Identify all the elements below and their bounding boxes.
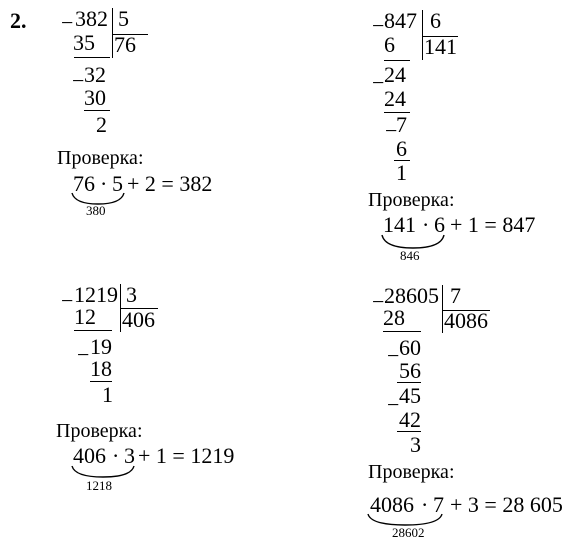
quotient: 406 bbox=[122, 307, 155, 332]
division-bar bbox=[112, 8, 113, 58]
remainder: 2 bbox=[96, 112, 107, 137]
quotient: 141 bbox=[424, 34, 457, 59]
minus-sign: − bbox=[385, 118, 398, 143]
division-bar bbox=[422, 10, 423, 60]
minus-sign: − bbox=[77, 342, 90, 367]
check-factor: 4086 bbox=[370, 492, 414, 517]
quotient: 76 bbox=[114, 32, 136, 57]
check-factor: 3 bbox=[124, 443, 135, 468]
divisor: 6 bbox=[430, 8, 441, 33]
brace-value: 28602 bbox=[392, 525, 425, 540]
quotient: 4086 bbox=[444, 308, 488, 333]
times-sign: · bbox=[421, 492, 429, 517]
division-bar bbox=[442, 285, 443, 333]
dividend: 847 bbox=[384, 8, 417, 33]
divisor: 3 bbox=[126, 282, 137, 307]
remainder-step: 32 bbox=[84, 62, 106, 87]
subtrahend: 28 bbox=[383, 305, 405, 330]
check-sum: + 2 = 382 bbox=[127, 171, 213, 196]
divisor: 7 bbox=[450, 283, 461, 308]
step-line bbox=[383, 331, 421, 332]
check-label: Проверка: bbox=[368, 461, 455, 483]
check-sum: + 1 = 847 bbox=[450, 212, 536, 237]
check-factor: 6 bbox=[434, 212, 445, 237]
subtrahend: 24 bbox=[384, 86, 406, 111]
subtrahend: 6 bbox=[384, 32, 395, 57]
remainder-step: 19 bbox=[90, 334, 112, 359]
subtrahend: 30 bbox=[84, 85, 106, 110]
step-line bbox=[74, 330, 112, 331]
dividend: 382 bbox=[75, 6, 108, 31]
remainder-step: 7 bbox=[396, 112, 407, 137]
divisor: 5 bbox=[118, 6, 129, 31]
brace-value: 1218 bbox=[86, 478, 112, 493]
remainder-step: 45 bbox=[399, 383, 421, 408]
underbrace bbox=[70, 465, 136, 479]
remainder-step: 60 bbox=[399, 335, 421, 360]
minus-sign: − bbox=[61, 10, 74, 35]
dividend: 1219 bbox=[74, 282, 118, 307]
check-factor: 5 bbox=[112, 171, 123, 196]
check-label: Проверка: bbox=[56, 420, 143, 442]
minus-sign: − bbox=[72, 68, 85, 93]
check-label: Проверка: bbox=[57, 147, 144, 169]
minus-sign: − bbox=[372, 13, 385, 38]
brace-value: 846 bbox=[400, 248, 420, 263]
check-factor: 141 bbox=[383, 212, 416, 237]
check-sum: + 3 = 28 605 bbox=[450, 492, 563, 517]
check-factor: 76 bbox=[73, 171, 95, 196]
task-number: 2. bbox=[10, 8, 27, 33]
times-sign: · bbox=[422, 212, 430, 237]
times-sign: · bbox=[112, 443, 120, 468]
step-line bbox=[384, 60, 410, 61]
remainder: 1 bbox=[396, 160, 407, 185]
step-line bbox=[84, 110, 110, 111]
check-factor: 406 bbox=[73, 443, 106, 468]
minus-sign: − bbox=[387, 343, 400, 368]
subtrahend: 42 bbox=[399, 407, 421, 432]
remainder-step: 24 bbox=[384, 62, 406, 87]
remainder: 1 bbox=[102, 382, 113, 407]
minus-sign: − bbox=[61, 288, 74, 313]
minus-sign: − bbox=[372, 289, 385, 314]
remainder: 3 bbox=[410, 432, 421, 457]
subtrahend: 35 bbox=[73, 30, 95, 55]
subtrahend: 18 bbox=[90, 356, 112, 381]
times-sign: · bbox=[100, 171, 108, 196]
minus-sign: − bbox=[372, 70, 385, 95]
minus-sign: − bbox=[387, 392, 400, 417]
check-sum: + 1 = 1219 bbox=[138, 443, 235, 468]
dividend: 28605 bbox=[384, 283, 439, 308]
subtrahend: 12 bbox=[74, 304, 96, 329]
check-label: Проверка: bbox=[368, 189, 455, 211]
check-factor: 7 bbox=[433, 492, 444, 517]
subtrahend: 6 bbox=[396, 136, 407, 161]
subtrahend: 56 bbox=[399, 358, 421, 383]
step-line bbox=[74, 57, 110, 58]
brace-value: 380 bbox=[86, 203, 106, 218]
